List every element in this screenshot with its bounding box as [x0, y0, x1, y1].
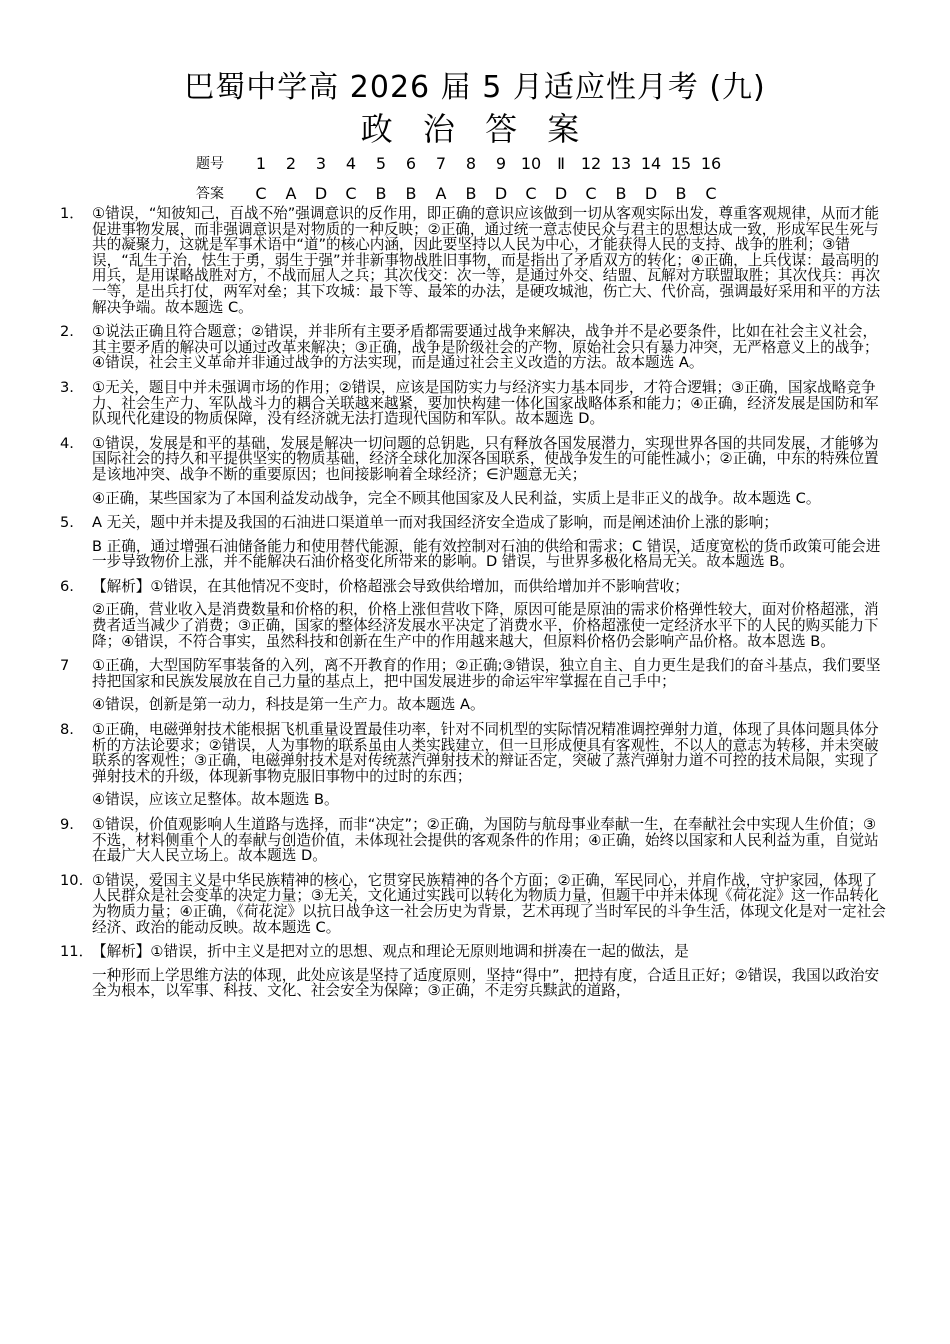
- explanation-text: [92, 380, 890, 427]
- answer-cell: D: [644, 183, 658, 203]
- explanation-text: [92, 817, 890, 864]
- explanation-paragraph: ①错误，爱国主义是中华民族精神的核心，它贯穿民族精神的各个方面；②正确，军民同心，并肩作战，守护家园，体现了人民群众是社会变革的决定力量；③无关，文化通过实践可以转化为物质力量，但题干中并未体现《荷花淀》这一作品转化为物质力量；④正确，《荷花淀》以抗日战争这一社会历史为背景，艺术再现了当时军民的斗争生活，体现文化是对一定社会经济、政治的能动反映。故本题选 C。: [92, 871, 886, 936]
- explanation-text: [92, 658, 890, 713]
- explanation-paragraph: ②正确，营业收入是消费数量和价格的积，价格上涨但营收下降，原因可能是原油的需求价格弹性较大，面对价格超涨，消费者适当减少了消费；③正确，国家的整体经济发展水平决定了消费水平，价格超涨使一定经济水平下的人民的购买能力下降；④错误，不符合事实，虽然科技和创新在生产中的作用越来越大，但原料价格仍会影响产品价格。故本恩选 B。: [92, 601, 879, 650]
- answer-cell: D: [554, 183, 568, 203]
- question-number-cell: 9: [495, 153, 507, 173]
- question-number-cell: 14: [640, 153, 662, 173]
- question-number: 6.: [60, 577, 74, 595]
- question-number-cell: 1: [255, 153, 267, 173]
- explanation-paragraph: ①错误，价值观影响人生道路与选择，而非“决定”；②正确，为国防与航母事业奉献一生，在奉献社会中实现人生价值；③不选，材料侧重个人的奉献与创造价值，未体现社会提供的客观条件的作用；④正确，始终以国家和人民利益为重，自觉站在最广大人民立场上。故本题选 D。: [92, 816, 879, 865]
- answer-row: [196, 178, 726, 208]
- question-number: 4.: [60, 434, 74, 452]
- explanation-paragraph: ①正确，电磁弹射技术能根据飞机重量设置最佳功率，针对不同机型的实际情况精准调控弹射力道，体现了具体问题具体分析的方法论要求；②错误，人为事物的联系虽由人类实践建立，但一旦形成便具有客观性，不以人的意志为转移，并未突破联系的客观性；③正确，电磁弹射技术是对传统蒸汽弹射技术的辩证否定，突破了蒸汽弹射力道不可控的技术局限，实现了弹射技术的升级，体现新事物克服旧事物中的过时的东西；: [92, 721, 879, 785]
- explanation-text: [92, 579, 890, 649]
- explanation-paragraph: A 无关，题中并未提及我国的石油进口渠道单一而对我国经济安全造成了影响，而是阐述油价上涨的影响；: [92, 514, 778, 532]
- question-explanation: [60, 206, 890, 315]
- explanation-text: [92, 324, 890, 371]
- question-number-cell: 5: [375, 153, 387, 173]
- question-number-cell: 8: [465, 153, 477, 173]
- question-number: 1．: [60, 205, 84, 222]
- question-number-cell: 4: [345, 153, 357, 173]
- explanation-paragraph: B 正确，通过增强石油储备能力和使用替代能源，能有效控制对石油的供给和需求；C 错误，适度宽松的货币政策可能会进一步导致物价上涨，并不能解决石油价格变化所带来的影响。D 错误，与世界多极化格局无关。故本题选 B。: [92, 537, 881, 571]
- explanations: [60, 206, 890, 1008]
- question-number-cell: 2: [285, 153, 297, 173]
- question-number-cell: 7: [435, 153, 447, 173]
- explanation-text: [92, 722, 890, 808]
- question-explanation: [60, 722, 890, 808]
- question-explanation: [60, 436, 890, 506]
- question-explanation: [60, 515, 890, 570]
- question-number-row: [196, 148, 726, 178]
- explanation-paragraph: 【解析】①错误，在其他情况不变时，价格超涨会导致供给增加，而供给增加并不影响营收；: [92, 577, 689, 595]
- explanation-paragraph: ④错误，创新是第一动力，科技是第一生产力。故本题选 A。: [92, 696, 485, 714]
- question-number-label: 题号: [196, 156, 224, 172]
- explanation-paragraph: ④正确，某些国家为了本国利益发动战争，完全不顾其他国家及人民利益，实质上是非正义的战争。故本题选 C。: [92, 489, 821, 507]
- question-number-cell: 6: [405, 153, 417, 173]
- explanation-paragraph: 【解析】①错误，折中主义是把对立的思想、观点和理论无原则地调和拼凑在一起的做法，是: [92, 943, 689, 961]
- answer-cell: C: [585, 183, 597, 203]
- question-number: 3.: [60, 378, 74, 396]
- question-number-cell: 13: [610, 153, 632, 173]
- question-explanation: [60, 324, 890, 371]
- answer-cell: B: [465, 183, 477, 203]
- question-number-cell: 16: [700, 153, 722, 173]
- explanation-paragraph: 一种形而上学思维方法的体现，此处应该是坚持了适度原则，坚持“得中”，把持有度，合适且正好；②错误，我国以政治安全为根本，以军事、科技、文化、社会安全为保障；③正确，不走穷兵黩武的道路，: [92, 966, 880, 1000]
- explanation-paragraph: ④错误，应该立足整体。故本题选 B。: [92, 791, 339, 809]
- answer-cell: C: [345, 183, 357, 203]
- answer-cell: C: [525, 183, 537, 203]
- explanation-text: [92, 515, 890, 570]
- answer-cell: B: [675, 183, 687, 203]
- answer-cell: A: [285, 183, 297, 203]
- answer-cell: C: [705, 183, 717, 203]
- question-explanation: [60, 380, 890, 427]
- question-number: 9.: [60, 816, 74, 833]
- explanation-paragraph: ①正确，大型国防军事装备的入列，离不开教育的作用；②正确;③错误，独立自主、自力更生是我们的奋斗基点，我们要坚持把国家和民族发展放在自己力量的基点上，把中国发展进步的命运牢牢掌握在自己手中；: [92, 657, 881, 690]
- question-explanation: [60, 817, 890, 864]
- answer-cell: B: [615, 183, 627, 203]
- answer-cell: C: [255, 183, 267, 203]
- page-title: 巴蜀中学高 2026 届 5 月适应性月考 (九): [184, 70, 766, 105]
- explanation-text: [92, 206, 890, 315]
- question-number-cell: Ⅱ: [557, 153, 565, 173]
- explanation-paragraph: ①说法正确且符合题意；②错误，并非所有主要矛盾都需要通过战争来解决，战争并不是必要条件，比如在社会主义社会，其主要矛盾的解决可以通过改革来解决；③正确，战争是阶级社会的产物，原始社会只有暴力冲突，无严格意义上的战争；④错误，社会主义革命并非通过战争的方法实现，而是通过社会主义改造的方法。故本题选 A。: [92, 323, 879, 372]
- explanation-paragraph: ①错误，“知彼知己，百战不殆”强调意识的反作用，即正确的意识应该做到一切从客观实际出发，尊重客观规律，从而才能促进事物发展，而非强调意识是对物质的一种反映；②正确，通过统一意志使民众与君主的思想达成一致，形成军民生死与共的凝聚力，这就是军事术语中“道”的核心内涵，因此要坚持以人民为中心，才能获得人民的支持、战争的胜利；③错误，“乱生于治，怯生于勇，弱生于强”并非新事物战胜旧事物，而是指出了矛盾双方的转化；④正确，上兵伐谋：最高明的用兵，是用谋略战胜对方，不战而屈人之兵；其次伐交：次一等，是通过外交、结盟、瓦解对方联盟取胜；其次伐兵：再次一等，是出兵打仗，两军对垒；其下攻城：最下等、最笨的办法，是硬攻城池，伤亡大、代价高，强调最好采用和平的方法解决争端。故本题选 C。: [92, 205, 881, 316]
- question-explanation: [60, 873, 890, 935]
- question-number: 5.: [60, 514, 74, 532]
- explanation-text: [92, 436, 890, 506]
- question-number-cell: 12: [580, 153, 602, 173]
- question-explanation: [60, 658, 890, 713]
- question-number: 7: [60, 657, 70, 675]
- question-number: 2.: [60, 323, 74, 341]
- question-number-cell: 15: [670, 153, 692, 173]
- question-number-cell: 3: [315, 153, 327, 173]
- page-subtitle: 政 治 答 案: [360, 110, 590, 148]
- question-number-cell: 10: [520, 153, 542, 173]
- question-number: 11．: [60, 943, 94, 961]
- answer-table: [196, 148, 726, 208]
- answer-cell: D: [314, 183, 328, 203]
- explanation-paragraph: ①错误，发展是和平的基础，发展是解决一切问题的总钥匙，只有释放各国发展潜力，实现世界各国的共同发展，才能够为国际社会的持久和平提供坚实的物质基础，经济全球化加深各国联系，使战争发生的可能性减小；②正确，中东的特殊位置是该地冲突、战争不断的重要原因；也间接影响着全球经济；∈沪题意无关；: [92, 434, 879, 483]
- answer-cell: B: [405, 183, 417, 203]
- question-number: 8.: [60, 721, 74, 739]
- question-explanation: [60, 579, 890, 649]
- answer-cell: B: [375, 183, 387, 203]
- answer-cell: D: [494, 183, 508, 203]
- question-explanation: [60, 944, 890, 999]
- answer-cell: A: [435, 183, 447, 203]
- explanation-paragraph: ①无关，题目中并未强调市场的作用；②错误，应该是国防实力与经济实力基本同步，才符合逻辑；③正确，国家战略竞争力、社会生产力、军队战斗力的耦合关联越来越紧，要加快构建一体化国家战略体系和能力；④正确，经济发展是国防和军队现代化建设的物质保障，没有经济就无法打造现代国防和军队。故本题选 D。: [92, 378, 879, 428]
- question-number: 10.: [60, 871, 84, 889]
- explanation-text: [92, 944, 890, 999]
- explanation-text: [92, 873, 890, 935]
- answer-label: 答案: [196, 186, 224, 202]
